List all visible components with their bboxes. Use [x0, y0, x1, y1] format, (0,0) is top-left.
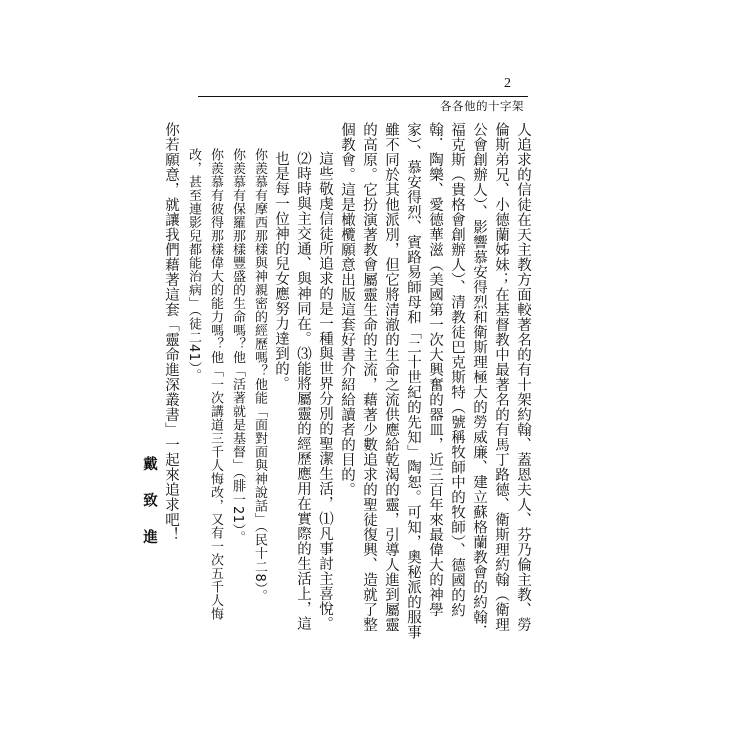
running-head: 架字十的他各各 — [440, 99, 524, 113]
quote-peter: 你羨慕有彼得那樣偉大的能力嗎？他「一次講道三千人悔改，又有一次五千人悔改，甚至連影兒都能治病」（徒二41）。 — [186, 148, 223, 621]
body-text — [141, 122, 534, 642]
author-signature: 戴致進 — [141, 455, 157, 565]
page-number: 2 — [504, 76, 511, 91]
paragraph-1: 人追求的信徒在天主教方面較著名的有十架約翰、蓋恩夫人、芬乃倫主教、勞倫斯弟兄、小德蘭姊妹；在基督教中最著名的有馬丁路德、衛斯理約翰（衛理公會創辦人）、影響慕安得烈和衛斯理極大的勞威廉、建立蘇格蘭教會的約翰．福克斯（貴格會創辦人）、清教徒巴克斯特（號稱牧師中的牧師）、德國的約翰．陶樂、愛德華滋（美國第一次大興奮的器皿，近三百年來最偉大的神學家）、慕安得烈、賓路易師母和「二十世紀的先知」陶恕。可知，奧秘派的服事雖不同於其他派別，但它將清澈的生命之流供應給乾渴的靈，引導人進到屬靈的高原。它扮演著教會屬靈生命的主流，藉著少數追求的聖徒復興、造就了整個教會。這是橄欖願意出版這套好書介紹給讀者的目的。 — [339, 122, 531, 640]
header-rule — [198, 96, 528, 97]
quote-paul: 你羨慕有保羅那樣豐盛的生命嗎？他「活著就是基督」（腓一21）。 — [230, 148, 245, 545]
quote-moses: 你羨慕有摩西那樣與神親密的經歷嗎？他能「面對面與神說話」（民十二8）。 — [252, 148, 267, 603]
paragraph-2: 這些敬虔信徒所追求的是一種與世界分別的聖潔生活，⑴凡事討主喜悅。⑵時時與主交通、與神同在。⑶能將屬靈的經歷應用在實際的生活上，這也是每一位神的兒女應努力達到的。 — [273, 151, 333, 631]
paragraph-3: 你若願意，就讓我們藉著這套「靈命進深叢書」一起來追求吧！ — [163, 122, 179, 542]
